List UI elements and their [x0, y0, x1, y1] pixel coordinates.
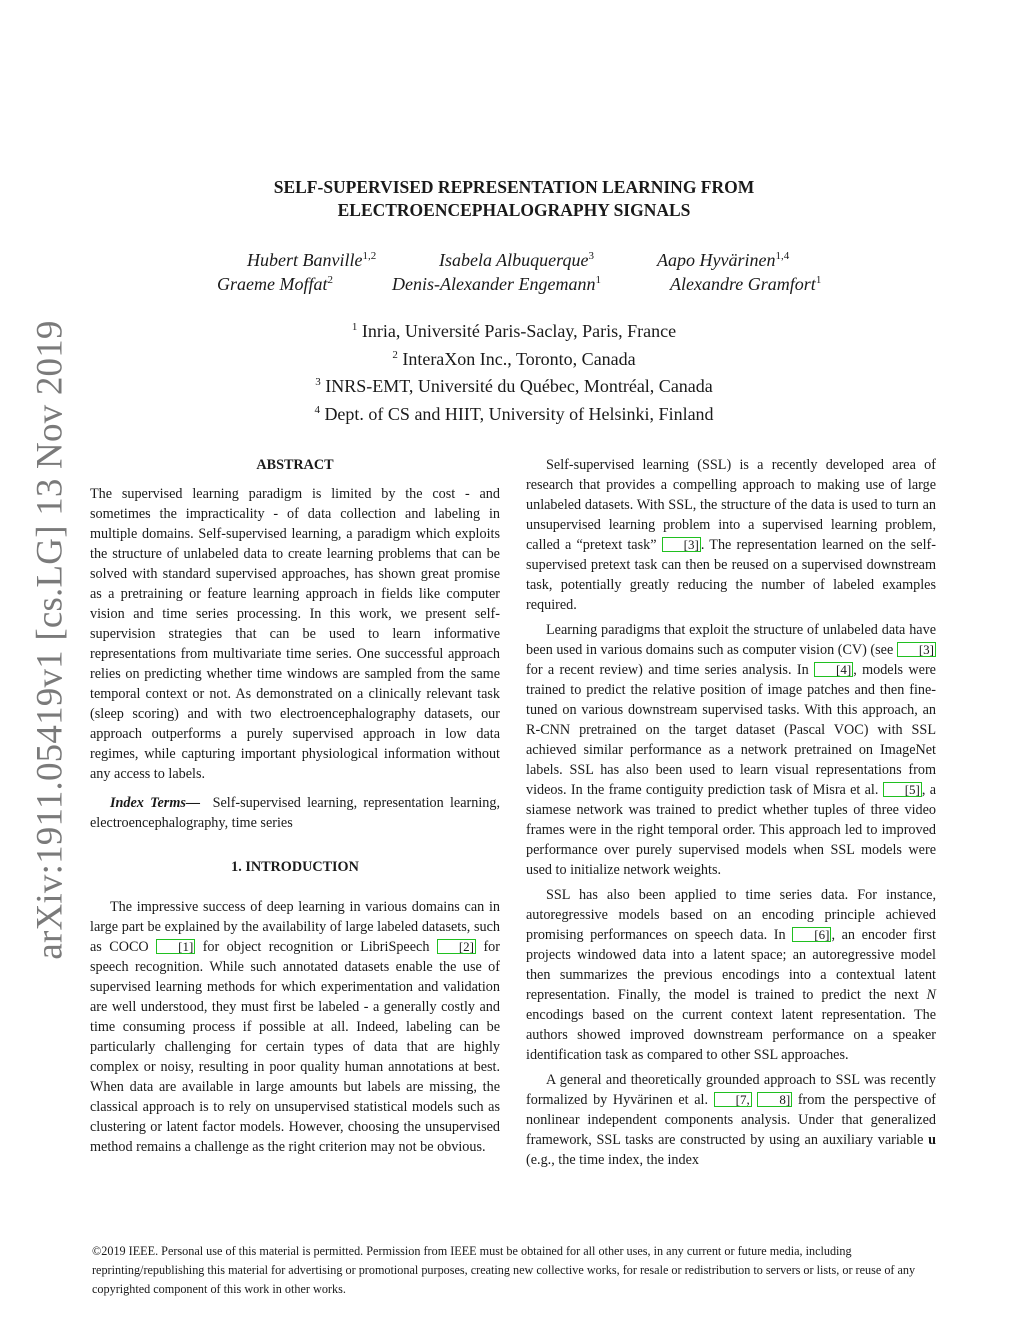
title-line-1: SELF-SUPERVISED REPRESENTATION LEARNING FROM [273, 177, 755, 197]
citation-link[interactable]: [1] [156, 939, 195, 954]
body-paragraph: SSL has also been applied to time series data. For instance, autoregressive models based on an encoding principle achieved promising performances on speech data. In [6] , an encoder first projects windowed data into a latent space; an autoregressive model then summarizes the previous encodings into a contextual latent representation. Finally, the model is trained to predict the next N encodings based on the current context latent representation. The authors showed improved downstream performance on a speaker identification task as compared to other SSL approaches. [526, 887, 936, 1063]
citation-link[interactable]: [5] [883, 782, 922, 797]
author-list [150, 250, 878, 298]
body-paragraph: A general and theoretically grounded approach to SSL was recently formalized by Hyvärinen et al. [7, 8] from the perspective of nonlinear independent components analysis. Under that generalized framework, SSL tasks are constructed by using an auxiliary variable u (e.g., the time index, the index [526, 1072, 937, 1168]
arxiv-stamp: arXiv:1911.05419v1 [cs.LG] 13 Nov 2019 [29, 320, 71, 960]
abstract-text: The supervised learning paradigm is limited by the cost - and sometimes the impracticality - of data collection and labeling in multiple domains. Self-supervised learning, a paradigm which exploits the structure of unlabeled data to create learning problems that can be solved with standard supervised approaches, has shown great promise as a pretraining or feature learning approach in fields like computer vision and time series processing. In this work, we present self-supervision strategies that can be used to learn informative representations from multivariate time series. One successful approach relies on predicting whether time windows are sampled from the same temporal context or not. As demonstrated on a clinically relevant task (sleep scoring) and with two electroencephalography datasets, our approach outperforms a purely supervised approach in low data regimes, while capturing important physiological information without any access to labels. [90, 486, 500, 782]
author: Denis-Alexander Engemann$^1$ [392, 274, 601, 294]
affiliation: $^1$ Inria, Université Paris-Saclay, Paris, France [351, 321, 677, 341]
citation-link[interactable]: 8] [757, 1092, 792, 1107]
abstract-heading: ABSTRACT [256, 457, 334, 473]
introduction-heading: 1. INTRODUCTION [231, 859, 359, 875]
citation-link[interactable]: [4] [814, 662, 853, 677]
affiliation: $^3$ INRS-EMT, Université du Québec, Montréal, Canada [315, 376, 713, 396]
affiliation: $^4$ Dept. of CS and HIIT, University of Helsinki, Finland [314, 403, 714, 424]
author: Alexandre Gramfort$^1$ [670, 274, 822, 294]
body-paragraph: Learning paradigms that exploit the structure of unlabeled data have been used in various domains such as computer vision (CV) (see [3] for a recent review) and time series analysis. In [4] , models were trained to predict the relative position of image patches and then fine-tuned on various downstream supervised tasks. With this approach, an R-CNN pretrained on the target dataset (Pascal VOC) with SSL achieved similar performance as a network pretrained on ImageNet labels. SSL has also been used to learn visual representations from videos. In the frame contiguity prediction task of Misra et al. [5] , a siamese network was trained to predict whether tuples of three video frames were in the right temporal order. This approach led to improved performance over purely supervised models when SSL models were used to initialize network weights. [526, 622, 936, 878]
affiliation: $^2$ InteraXon Inc., Toronto, Canada [392, 348, 636, 369]
math-symbol: u [928, 1132, 936, 1148]
author: Isabela Albuquerque$^3$ [439, 250, 594, 270]
author: Aapo Hyvärinen$^{1,4}$ [657, 250, 790, 270]
citation-link[interactable]: [6] [792, 927, 831, 942]
intro-paragraph: The impressive success of deep learning in various domains can in large part be explained by the availability of large labeled datasets, such as COCO [1] for object recognition or LibriSpeech [2] for speech recognition. While such annotated datasets enable the use of supervised learning methods for which experimentation and validation are well understood, they must first be labeled - a generally costly and time consuming process if possible at all. Indeed, labeling can be particularly challenging for certain types of data that are highly complex or noisy, resulting in poor quality human annotations at best. When data are available in large amounts but labels are missing, the classical approach is to rely on unsupervised statistical models such as clustering or latent factor models. However, choosing the unsupervised method remains a challenge as the right criterion may not be obvious. [90, 899, 500, 1155]
citation-link[interactable]: [7, [714, 1092, 752, 1107]
citation-link[interactable]: [2] [437, 939, 476, 954]
math-symbol: N [926, 987, 936, 1003]
citation-link[interactable]: [3] [897, 642, 936, 657]
body-paragraph: Self-supervised learning (SSL) is a recently developed area of research that provides a compelling approach to making use of large unlabeled datasets. With SSL, the structure of the data is used to turn an unsupervised learning problem into a supervised learning problem, called a “pretext task” [3] . The representation learned on the self-supervised pretext task can then be reused on a supervised downstream task, potentially greatly reducing the number of labeled examples required. [526, 457, 936, 613]
author: Hubert Banville$^{1,2}$ [247, 250, 377, 270]
left-column [90, 455, 500, 1157]
index-terms: Index Terms— Self-supervised learning, representation learning, electroencephalography, time series [90, 795, 500, 831]
paper-title [150, 176, 878, 222]
author: Graeme Moffat$^2$ [217, 274, 333, 294]
right-column [526, 455, 936, 1170]
affiliations [150, 316, 878, 426]
copyright-notice: ©2019 IEEE. Personal use of this material is permitted. Permission from IEEE must be obtained for all other uses, in any current or future media, including reprinting/republishing this material for advertising or promotional purposes, creating new collective works, for resale or redistribution to servers or lists, or reuse of any copyrighted component of this work in other works. [92, 1244, 916, 1296]
citation-link[interactable]: [3] [662, 537, 701, 552]
title-line-2: ELECTROENCEPHALOGRAPHY SIGNALS [337, 200, 691, 220]
